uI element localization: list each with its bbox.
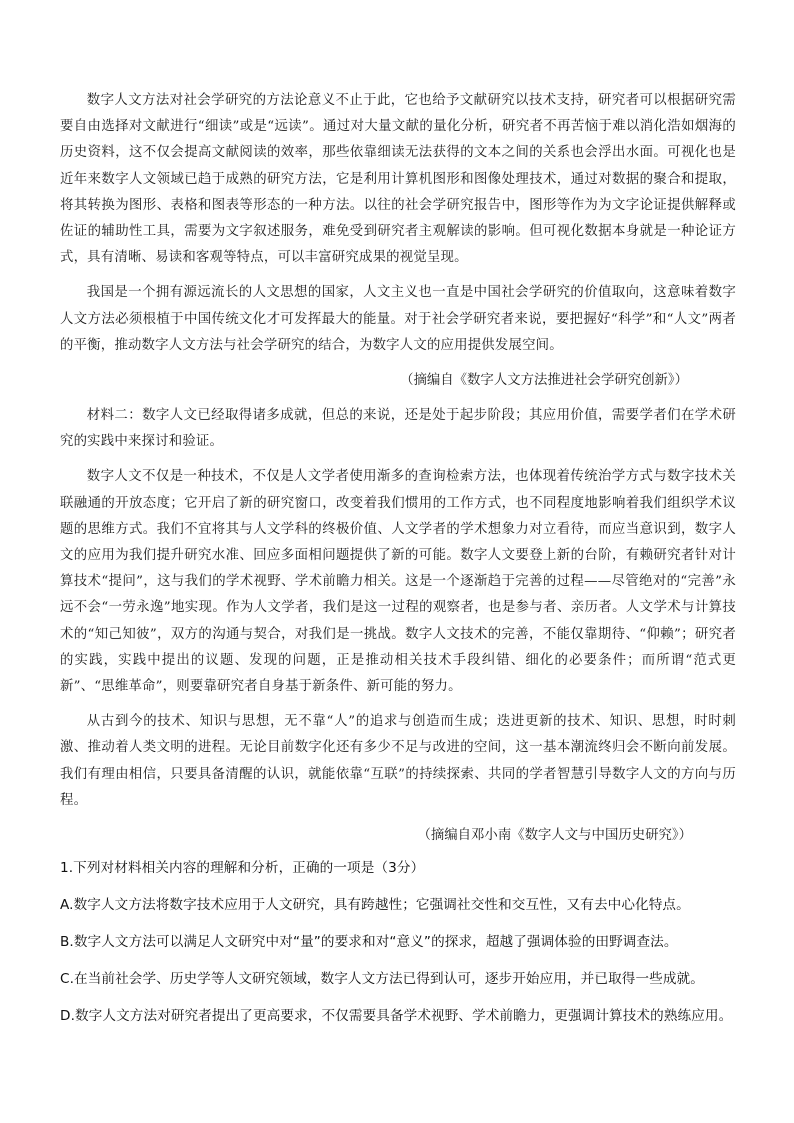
material2-intro: 材料二：数字人文已经取得诸多成就，但总的来说，还是处于起步阶段；其应用价值，需要学者们在学术研究的实践中来探讨和验证。	[60, 408, 736, 450]
option-b: B.数字人文方法可以满足人文研究中对“量”的要求和对“意义”的探求，超越了强调体验的田野调查法。	[60, 934, 678, 951]
document-page	[60, 88, 736, 1043]
material2-paragraph-2: 数字人文不仅是一种技术，不仅是人文学者使用渐多的查询检索方法，也体现着传统治学方式与数字技术关联融通的开放态度；它开启了新的研究窗口，改变着我们惯用的工作方式，也不同程度地影响着我们组织学术议题的思维方式。我们不宜将其与人文学科的终极价值、人文学者的学术想象力对立看待，而应当意识到，数字人文的应用为我们提升研究水准、回应多面相问题提供了新的可能。数字人文要登上新的台阶，有赖研究者针对计算技术“提问”，这与我们的学术视野、学术前瞻力相关。这是一个逐渐趋于完善的过程——尽管绝对的“完善”永远不会“一劳永逸”地实现。作为人文学者，我们是这一过程的观察者，也是参与者、亲历者。人文学术与计算技术的“知己知彼”，双方的沟通与契合，对我们是一挑战。数字人文技术的完善，不能仅靠期待、“仰赖”；研究者的实践，实践中提出的议题、发现的问题，正是推动相关技术手段纠错、细化的必要条件；而所谓“范式更新”、“思维革命”，则要靠研究者自身基于新条件、新可能的努力。	[60, 469, 736, 695]
option-d: D.数字人文方法对研究者提出了更高要求，不仅需要具备学术视野、学术前瞻力，更强调计算技术的熟练应用。	[60, 1008, 733, 1025]
material1-paragraph-2: 我国是一个拥有源远流长的人文思想的国家，人文主义也一直是中国社会学研究的价值取向，这意味着数字人文方法必须根植于中国传统文化才可发挥最大的能量。对于社会学研究者来说，要把握好“科学”和“人文”两者的平衡，推动数字人文方法与社会学研究的结合，为数字人文的应用提供发展空间。	[60, 285, 736, 353]
question-stem: 1.下列对材料相关内容的理解和分析，正确的一项是（3分）	[60, 860, 425, 877]
material2-paragraph-3: 从古到今的技术、知识与思想，无不靠“人”的追求与创造而生成；迭进更新的技术、知识、思想，时时刺激、推动着人类文明的进程。无论目前数字化还有多少不足与改进的空间，这一基本潮流终归会不断向前发展。我们有理由相信，只要具备清醒的认识，就能依靠“互联”的持续探索、共同的学者智慧引导数字人文的方向与历程。	[60, 714, 736, 808]
source-citation-2: （摘编自邓小南《数字人文与中国历史研究》）	[417, 828, 692, 844]
option-a: A.数字人文方法将数字技术应用于人文研究，具有跨越性；它强调社交性和交互性，又有去中心化特点。	[60, 897, 690, 914]
source-citation-1: （摘编自《数字人文方法推进社会学研究创新》）	[400, 373, 688, 389]
material1-paragraph-1: 数字人文方法对社会学研究的方法论意义不止于此，它也给予文献研究以技术支持，研究者可以根据研究需要自由选择对文献进行“细读”或是“远读”。通过对大量文献的量化分析，研究者不再苦恼于难以消化浩如烟海的历史资料，这不仅会提高文献阅读的效率，那些依靠细读无法获得的文本之间的关系也会浮出水面。可视化也是近年来数字人文领域已趋于成熟的研究方法，它是利用计算机图形和图像处理技术，通过对数据的聚合和提取，将其转换为图形、表格和图表等形态的一种方法。以往的社会学研究报告中，图形等作为为文字论证提供解释或佐证的辅助性工具，需要为文字叙述服务，难免受到研究者主观解读的影响。但可视化数据本身就是一种论证方式，具有清晰、易读和客观等特点，可以丰富研究成果的视觉呈现。	[60, 93, 736, 266]
option-c: C.在当前社会学、历史学等人文研究领域，数字人文方法已得到认可，逐步开始应用，并已取得一些成就。	[60, 971, 704, 988]
